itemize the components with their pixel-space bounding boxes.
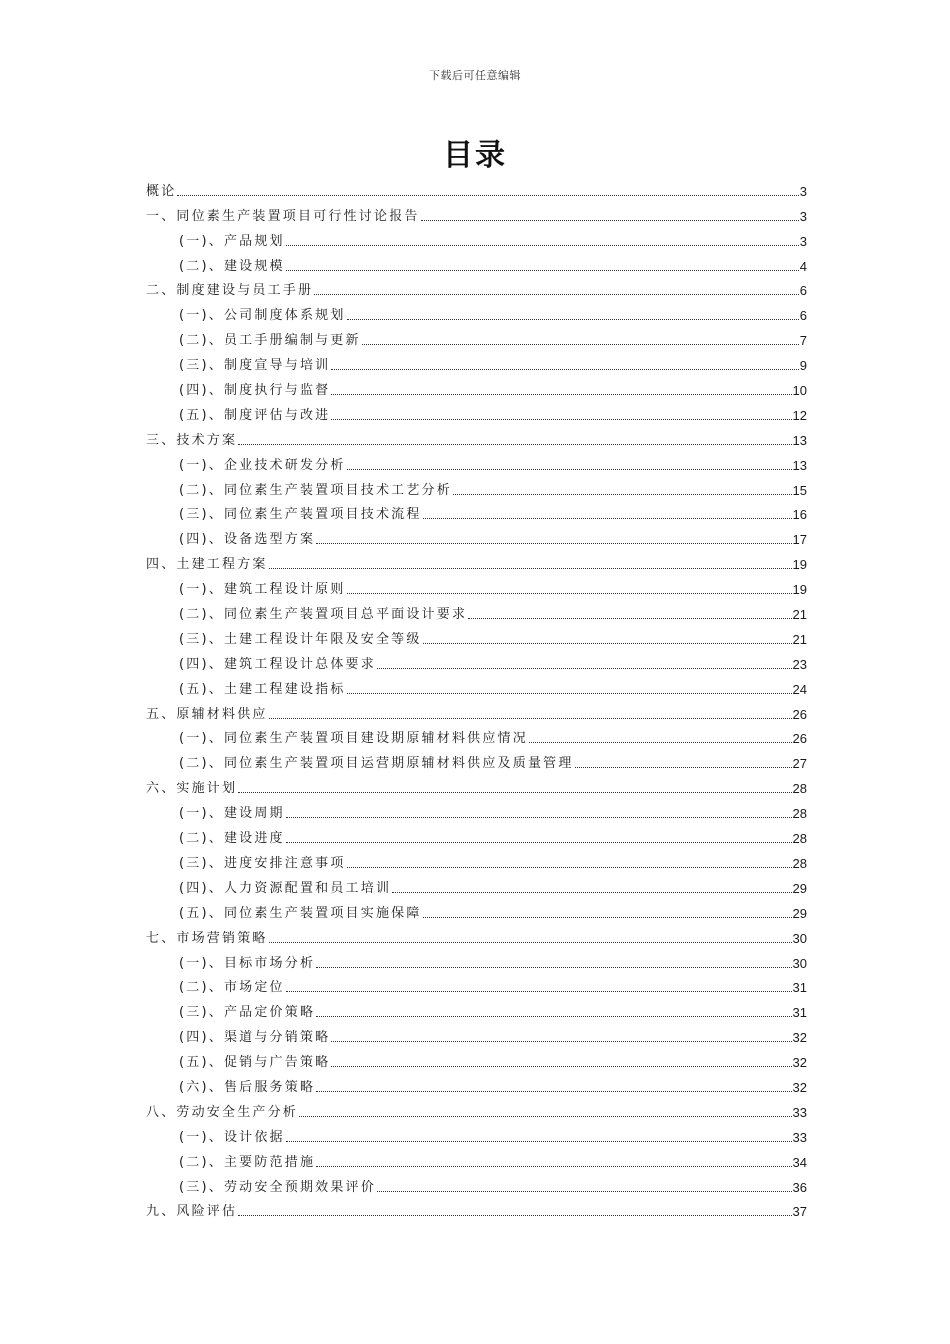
dot-leader (331, 394, 791, 395)
toc-entry-page-number: 23 (792, 656, 807, 672)
toc-entry-page-number: 28 (792, 831, 807, 847)
toc-entry[interactable] (146, 523, 807, 548)
toc-entry[interactable] (146, 673, 807, 698)
toc-entry-label: (二)、同位素生产装置项目技术工艺分析 (179, 482, 452, 498)
dot-leader (347, 469, 792, 470)
toc-entry[interactable] (146, 299, 807, 324)
dot-leader (362, 344, 799, 345)
dot-leader (299, 1116, 792, 1117)
dot-leader (269, 942, 792, 943)
toc-entry-page-number: 4 (799, 258, 807, 274)
toc-entry[interactable] (146, 648, 807, 673)
toc-entry-label: (三)、进度安排注意事项 (179, 855, 346, 871)
toc-entry[interactable] (146, 723, 807, 748)
toc-entry-label: 九、风险评估 (146, 1204, 238, 1220)
toc-entry[interactable] (146, 449, 807, 474)
toc-entry-label: 三、技术方案 (146, 432, 238, 448)
toc-entry-label: (五)、土建工程建设指标 (179, 681, 346, 697)
dot-leader (392, 892, 791, 893)
toc-entry[interactable] (146, 947, 807, 972)
toc-entry-label: (一)、目标市场分析 (179, 955, 316, 971)
dot-leader (347, 593, 792, 594)
dot-leader (423, 917, 792, 918)
toc-entry[interactable] (146, 324, 807, 349)
toc-entry-label: (三)、制度宣导与培训 (179, 358, 331, 374)
toc-entry[interactable] (146, 1021, 807, 1046)
toc-entry[interactable] (146, 1096, 807, 1121)
toc-entry[interactable] (146, 747, 807, 772)
toc-entry[interactable] (146, 1171, 807, 1196)
toc-entry-page-number: 19 (792, 557, 807, 573)
dot-leader (316, 543, 791, 544)
dot-leader (238, 792, 791, 793)
toc-entry[interactable] (146, 1071, 807, 1096)
toc-entry-label: (三)、产品定价策略 (179, 1005, 316, 1021)
toc-entry-page-number: 17 (792, 532, 807, 548)
toc-entry-page-number: 34 (792, 1154, 807, 1170)
dot-leader (286, 270, 799, 271)
toc-entry-label: (二)、同位素生产装置项目总平面设计要求 (179, 607, 468, 623)
toc-entry-page-number: 16 (792, 507, 807, 523)
dot-leader (423, 518, 792, 519)
toc-entry[interactable] (146, 772, 807, 797)
toc-entry-label: (二)、建设规模 (179, 258, 285, 274)
dot-leader (316, 1016, 791, 1017)
dot-leader (575, 767, 792, 768)
toc-entry-label: (一)、设计依据 (179, 1129, 285, 1145)
toc-entry-label: (二)、建设进度 (179, 831, 285, 847)
dot-leader (316, 1166, 791, 1167)
dot-leader (314, 294, 799, 295)
dot-leader (286, 991, 792, 992)
toc-entry-page-number: 13 (792, 457, 807, 473)
toc-entry[interactable] (146, 797, 807, 822)
toc-entry-label: (二)、同位素生产装置项目运营期原辅材料供应及质量管理 (179, 756, 574, 772)
toc-entry-page-number: 19 (792, 582, 807, 598)
toc-entry-page-number: 9 (799, 358, 807, 374)
dot-leader (347, 319, 799, 320)
dot-leader (331, 419, 791, 420)
toc-entry-label: 概论 (146, 183, 177, 199)
toc-entry-label: (四)、渠道与分销策略 (179, 1030, 331, 1046)
toc-entry[interactable] (146, 275, 807, 300)
toc-entry-page-number: 36 (792, 1179, 807, 1195)
toc-entry-page-number: 3 (799, 233, 807, 249)
dot-leader (238, 444, 791, 445)
dot-leader (286, 817, 792, 818)
toc-entry-page-number: 13 (792, 432, 807, 448)
toc-entry-label: (三)、土建工程设计年限及安全等级 (179, 631, 422, 647)
toc-entry[interactable] (146, 698, 807, 723)
toc-entry-page-number: 32 (792, 1079, 807, 1095)
toc-entry[interactable] (146, 1121, 807, 1146)
toc-entry-page-number: 12 (792, 407, 807, 423)
toc-entry-label: (三)、同位素生产装置项目技术流程 (179, 507, 422, 523)
toc-entry[interactable] (146, 424, 807, 449)
toc-entry[interactable] (146, 822, 807, 847)
toc-entry-page-number: 37 (792, 1204, 807, 1220)
toc-entry-page-number: 7 (799, 333, 807, 349)
toc-entry-label: (三)、劳动安全预期效果评价 (179, 1179, 376, 1195)
dot-leader (316, 1091, 791, 1092)
page-title: 目录 (443, 138, 507, 173)
toc-entry-label: (二)、市场定位 (179, 980, 285, 996)
toc-entry-page-number: 32 (792, 1030, 807, 1046)
dot-leader (331, 369, 798, 370)
toc-entry[interactable] (146, 847, 807, 872)
dot-leader (529, 742, 792, 743)
toc-entry-page-number: 28 (792, 855, 807, 871)
toc-entry-page-number: 6 (799, 308, 807, 324)
toc-entry[interactable] (146, 175, 807, 200)
dot-leader (286, 842, 792, 843)
toc-entry-page-number: 3 (799, 208, 807, 224)
dot-leader (423, 643, 792, 644)
toc-entry[interactable] (146, 225, 807, 250)
dot-leader (347, 867, 792, 868)
toc-entry[interactable] (146, 573, 807, 598)
toc-entry-page-number: 6 (799, 283, 807, 299)
dot-leader (331, 1041, 791, 1042)
toc-entry[interactable] (146, 872, 807, 897)
dot-leader (421, 220, 799, 221)
toc-entry-label: (五)、制度评估与改进 (179, 407, 331, 423)
toc-entry[interactable] (146, 374, 807, 399)
dot-leader (177, 195, 798, 196)
toc-entry-page-number: 26 (792, 731, 807, 747)
toc-entry-label: 八、劳动安全生产分析 (146, 1104, 299, 1120)
toc-entry-label: (五)、同位素生产装置项目实施保障 (179, 905, 422, 921)
toc-entry-label: (一)、建设周期 (179, 806, 285, 822)
toc-entry-label: (六)、售后服务策略 (179, 1079, 316, 1095)
toc-entry-label: (四)、制度执行与监督 (179, 383, 331, 399)
toc-entry-page-number: 29 (792, 905, 807, 921)
toc-entry-page-number: 31 (792, 1005, 807, 1021)
toc-entry-page-number: 28 (792, 781, 807, 797)
toc-entry-page-number: 3 (799, 183, 807, 199)
toc-entry[interactable] (146, 548, 807, 573)
toc-entry[interactable] (146, 250, 807, 275)
toc-entry[interactable] (146, 499, 807, 524)
toc-entry-label: 六、实施计划 (146, 781, 238, 797)
toc-entry[interactable] (146, 996, 807, 1021)
toc-entry-label: 四、土建工程方案 (146, 557, 268, 573)
toc-entry[interactable] (146, 1146, 807, 1171)
dot-leader (269, 568, 792, 569)
toc-entry-page-number: 30 (792, 955, 807, 971)
toc-entry-page-number: 26 (792, 706, 807, 722)
dot-leader (347, 693, 792, 694)
toc-entry-label: (四)、设备选型方案 (179, 532, 316, 548)
toc-entry[interactable] (146, 972, 807, 997)
toc-entry-label: 一、同位素生产装置项目可行性讨论报告 (146, 208, 420, 224)
dot-leader (269, 718, 792, 719)
toc-entry[interactable] (146, 598, 807, 623)
toc-entry-page-number: 24 (792, 681, 807, 697)
toc-entry[interactable] (146, 897, 807, 922)
dot-leader (377, 668, 792, 669)
toc-entry[interactable] (146, 922, 807, 947)
toc-entry-label: (一)、公司制度体系规划 (179, 308, 346, 324)
toc-entry-page-number: 31 (792, 980, 807, 996)
dot-leader (238, 1215, 791, 1216)
dot-leader (377, 1191, 792, 1192)
toc-entry-label: (四)、人力资源配置和员工培训 (179, 880, 392, 896)
dot-leader (453, 494, 792, 495)
toc-entry[interactable] (146, 200, 807, 225)
toc-entry[interactable] (146, 349, 807, 374)
dot-leader (286, 1141, 792, 1142)
toc-entry-label: (一)、建筑工程设计原则 (179, 582, 346, 598)
toc-entry-label: (一)、产品规划 (179, 233, 285, 249)
toc-entry-label: 七、市场营销策略 (146, 930, 268, 946)
toc-entry-label: (四)、建筑工程设计总体要求 (179, 656, 376, 672)
toc-entry-page-number: 28 (792, 806, 807, 822)
toc-entry-label: 二、制度建设与员工手册 (146, 283, 314, 299)
toc-entry[interactable] (146, 1046, 807, 1071)
toc-entry-page-number: 30 (792, 930, 807, 946)
toc-entry-label: (五)、促销与广告策略 (179, 1055, 331, 1071)
toc-entry-page-number: 33 (792, 1129, 807, 1145)
toc-entry-label: (二)、员工手册编制与更新 (179, 333, 361, 349)
dot-leader (331, 1066, 791, 1067)
dot-leader (468, 618, 791, 619)
toc-entry-page-number: 21 (792, 607, 807, 623)
toc-entry-page-number: 10 (792, 383, 807, 399)
toc-entry-label: 五、原辅材料供应 (146, 706, 268, 722)
toc-entry-page-number: 33 (792, 1104, 807, 1120)
toc-entry-page-number: 15 (792, 482, 807, 498)
dot-leader (286, 245, 799, 246)
toc-entry[interactable] (146, 474, 807, 499)
dot-leader (316, 967, 791, 968)
toc-entry-label: (一)、同位素生产装置项目建设期原辅材料供应情况 (179, 731, 528, 747)
toc-entry[interactable] (146, 399, 807, 424)
toc-entry-label: (一)、企业技术研发分析 (179, 457, 346, 473)
toc-entry[interactable] (146, 623, 807, 648)
toc-entry-page-number: 32 (792, 1055, 807, 1071)
table-of-contents (146, 175, 807, 1220)
toc-entry-page-number: 29 (792, 880, 807, 896)
header-note: 下载后可任意编辑 (429, 69, 521, 82)
toc-entry-label: (二)、主要防范措施 (179, 1154, 316, 1170)
toc-entry-page-number: 21 (792, 631, 807, 647)
toc-entry[interactable] (146, 1196, 807, 1221)
toc-entry-page-number: 27 (792, 756, 807, 772)
